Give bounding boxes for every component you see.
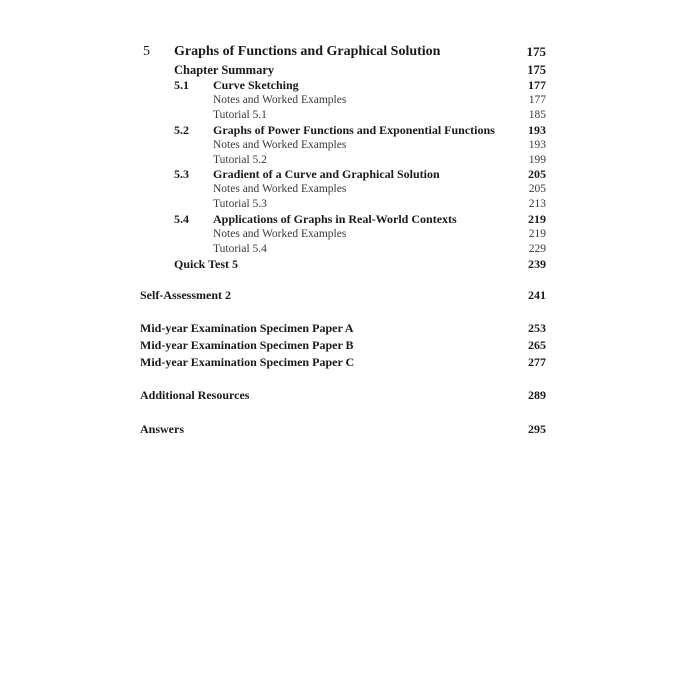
subsection-entry xyxy=(0,196,700,212)
chapter-summary-entry xyxy=(0,62,700,78)
back-matter-label: Mid-year Examination Specimen Paper C xyxy=(140,355,355,369)
back-matter-entry xyxy=(0,421,700,437)
quick-test-page: 239 xyxy=(528,257,546,271)
section-title: Gradient of a Curve and Graphical Solution xyxy=(213,167,440,181)
subsection-page: 177 xyxy=(528,94,546,106)
subsection-label: Notes and Worked Examples xyxy=(213,183,347,195)
subsection-entry xyxy=(0,92,700,108)
subsection-label: Notes and Worked Examples xyxy=(213,228,347,240)
subsection-page: 219 xyxy=(528,228,546,240)
subsection-entry xyxy=(0,181,700,197)
section-entry xyxy=(0,122,700,138)
back-matter-page: 241 xyxy=(528,288,546,302)
chapter-number: 5 xyxy=(143,44,150,59)
section-page: 219 xyxy=(528,212,546,226)
subsection-page: 205 xyxy=(528,183,546,195)
subsection-entry xyxy=(0,107,700,123)
back-matter-label: Mid-year Examination Specimen Paper B xyxy=(140,338,354,352)
back-matter-page: 289 xyxy=(528,388,546,402)
subsection-entry xyxy=(0,137,700,153)
subsection-entry xyxy=(0,241,700,257)
subsection-page: 193 xyxy=(528,139,546,151)
subsection-label: Tutorial 5.2 xyxy=(213,154,267,166)
section-title: Applications of Graphs in Real-World Contexts xyxy=(213,212,457,226)
chapter-summary-label: Chapter Summary xyxy=(174,63,275,77)
section-entry xyxy=(0,77,700,93)
section-page: 205 xyxy=(528,167,546,181)
back-matter-entry xyxy=(0,337,700,353)
back-matter-page: 265 xyxy=(528,338,546,352)
chapter-summary-page: 175 xyxy=(527,63,546,77)
back-matter-label: Answers xyxy=(140,422,184,436)
subsection-page: 199 xyxy=(528,154,546,166)
chapter-entry xyxy=(0,44,700,60)
back-matter-entry xyxy=(0,287,700,303)
subsection-label: Tutorial 5.3 xyxy=(213,198,267,210)
subsection-entry xyxy=(0,226,700,242)
section-number: 5.4 xyxy=(174,212,189,226)
subsection-label: Notes and Worked Examples xyxy=(213,94,347,106)
section-page: 177 xyxy=(528,78,546,92)
section-number: 5.2 xyxy=(174,123,189,137)
back-matter-entry xyxy=(0,320,700,336)
section-number: 5.3 xyxy=(174,167,189,181)
section-entry xyxy=(0,166,700,182)
back-matter-page: 295 xyxy=(528,422,546,436)
section-title: Curve Sketching xyxy=(213,78,299,92)
back-matter-page: 253 xyxy=(528,321,546,335)
subsection-page: 185 xyxy=(528,109,546,121)
back-matter-entry xyxy=(0,387,700,403)
quick-test-entry xyxy=(0,256,700,272)
subsection-page: 229 xyxy=(528,243,546,255)
back-matter-label: Mid-year Examination Specimen Paper A xyxy=(140,321,354,335)
chapter-page: 175 xyxy=(526,44,546,59)
subsection-label: Tutorial 5.1 xyxy=(213,109,267,121)
section-number: 5.1 xyxy=(174,78,189,92)
quick-test-label: Quick Test 5 xyxy=(174,257,239,271)
chapter-title: Graphs of Functions and Graphical Solution xyxy=(174,44,441,59)
subsection-label: Notes and Worked Examples xyxy=(213,139,347,151)
section-entry xyxy=(0,211,700,227)
back-matter-label: Additional Resources xyxy=(140,388,250,402)
back-matter-page: 277 xyxy=(528,355,546,369)
subsection-label: Tutorial 5.4 xyxy=(213,243,267,255)
section-title: Graphs of Power Functions and Exponential Functions xyxy=(213,123,495,137)
back-matter-entry xyxy=(0,354,700,370)
subsection-page: 213 xyxy=(528,198,546,210)
section-page: 193 xyxy=(528,123,546,137)
back-matter-label: Self-Assessment 2 xyxy=(140,288,231,302)
